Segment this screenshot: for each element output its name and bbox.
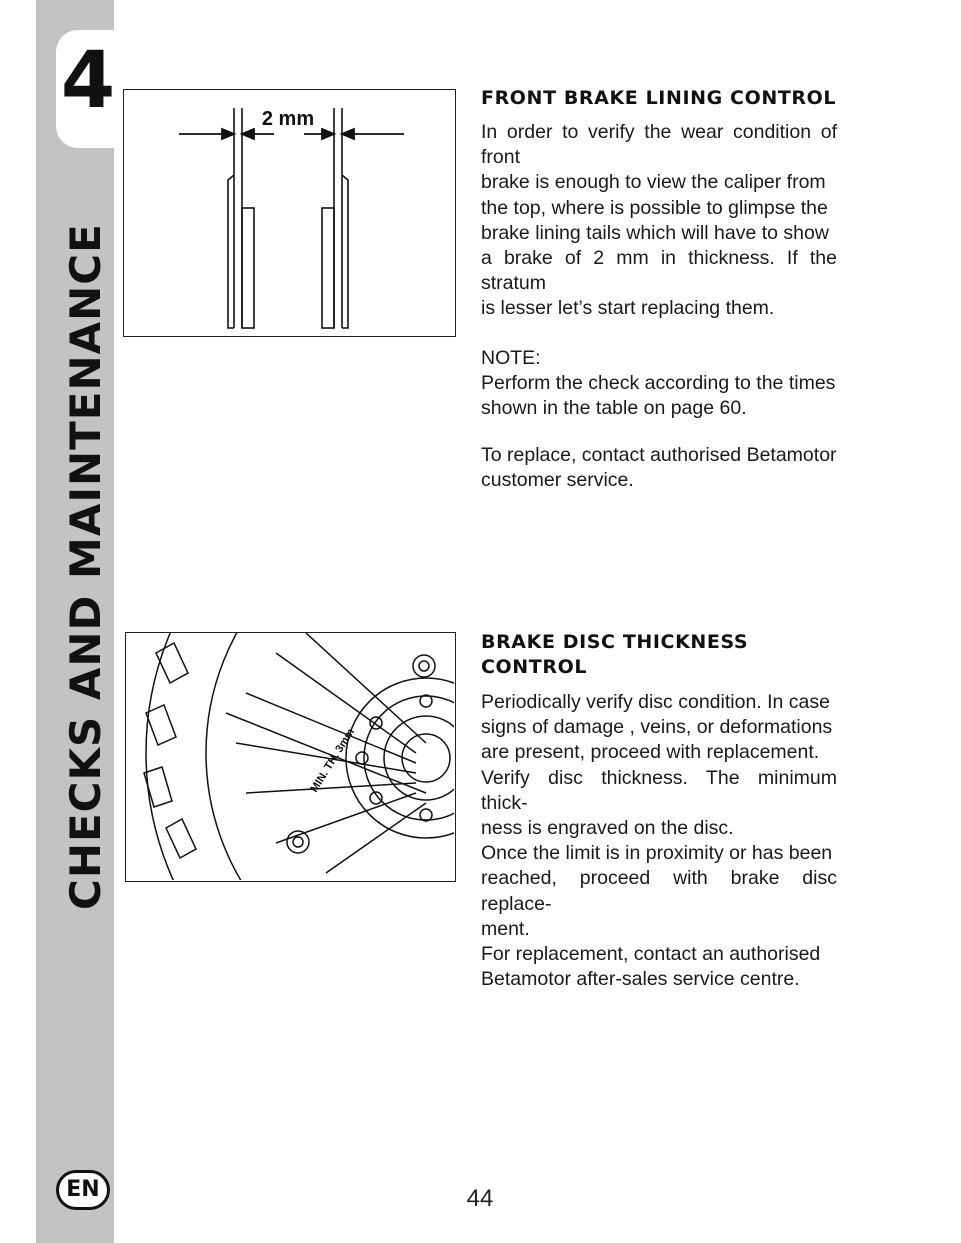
text-line: the top, where is possible to glimpse the — [481, 196, 828, 219]
brake-disc-text — [481, 690, 837, 992]
page-number: 44 — [466, 1185, 494, 1212]
front-brake-text — [481, 120, 837, 322]
section-title: CHECKS AND MAINTENANCE — [61, 223, 110, 910]
text-line: To replace, contact authorised Betamotor — [481, 444, 837, 466]
text-line: is lesser let’s start replacing them. — [481, 297, 775, 320]
chapter-number: 4 — [60, 36, 116, 126]
text-line: shown in the table on page 60. — [481, 397, 747, 420]
text-line: In order to verify the wear condition of front — [481, 121, 837, 169]
front-brake-heading: FRONT BRAKE LINING CONTROL — [481, 87, 837, 109]
brake-lining-diagram — [124, 90, 454, 335]
disc-engraving: MIN. TH. 3mm — [308, 726, 358, 795]
text-line: Betamotor after-sales service centre. — [481, 968, 800, 991]
note-label: NOTE: — [481, 347, 541, 369]
text-line: Periodically verify disc condition. In case — [481, 691, 830, 713]
dimension-label: 2 mm — [261, 108, 315, 130]
note-block — [481, 346, 837, 422]
text-line: brake lining tails which will have to show — [481, 221, 829, 244]
text-line: For replacement, contact an authorised — [481, 943, 821, 966]
brake-disc-diagram — [126, 633, 454, 880]
brake-lining-figure — [123, 89, 456, 337]
text-line: a brake of 2 mm in thickness. If the stratum — [481, 247, 837, 295]
text-line: signs of damage , veins, or deformations — [481, 716, 833, 739]
brake-disc-figure — [125, 632, 456, 882]
text-line: Once the limit is in proximity or has been — [481, 842, 833, 865]
text-line: brake is enough to view the caliper from — [481, 171, 826, 194]
brake-disc-heading — [481, 630, 841, 680]
replace-contact-text — [481, 443, 837, 493]
text-line: are present, proceed with replacement. — [481, 741, 820, 764]
heading-line: CONTROL — [481, 656, 588, 678]
text-line: customer service. — [481, 469, 634, 492]
language-badge: EN — [56, 1170, 110, 1210]
heading-line: BRAKE DISC THICKNESS — [481, 631, 749, 653]
text-line: Verify disc thickness. The minimum thick- — [481, 766, 837, 814]
text-line: Perform the check according to the times — [481, 372, 836, 395]
text-line: ment. — [481, 917, 530, 940]
text-line: reached, proceed with brake disc replace- — [481, 867, 837, 915]
text-line: ness is engraved on the disc. — [481, 817, 734, 840]
